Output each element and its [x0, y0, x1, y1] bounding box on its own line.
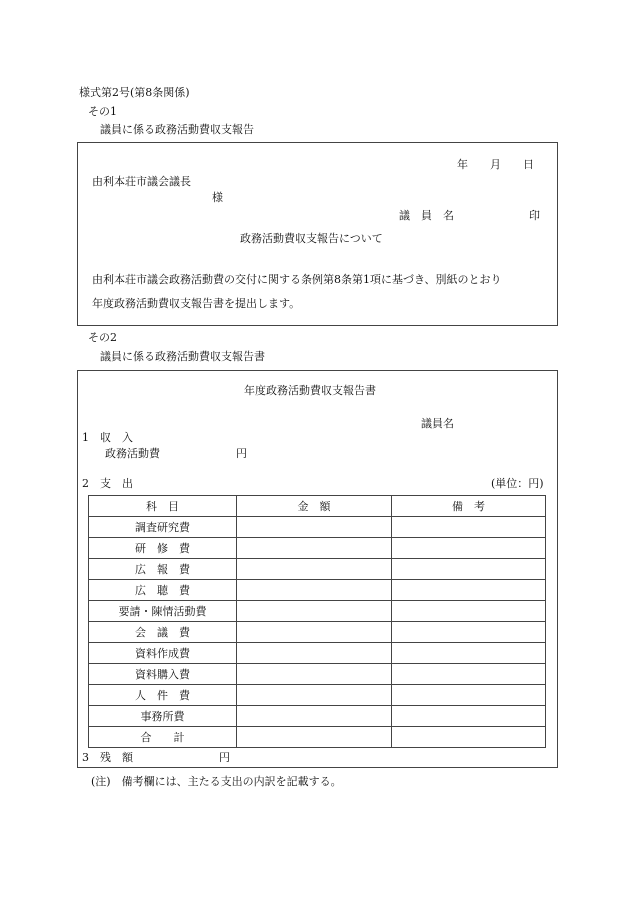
- addressee: 由利本荘市議会議長: [92, 175, 191, 188]
- table-row: [89, 538, 546, 559]
- seal-mark: 印: [529, 209, 540, 222]
- table-total-row: [89, 727, 546, 748]
- remarks-cell: [392, 685, 546, 706]
- category-cell: 資料購入費: [89, 664, 237, 685]
- part2-label: その2: [88, 331, 117, 344]
- remarks-cell: [392, 727, 546, 748]
- remarks-cell: [392, 559, 546, 580]
- date-line: 年 月 日: [457, 158, 534, 171]
- total-label-cell: 合 計: [89, 727, 237, 748]
- member-name-label-2: 議員名: [421, 417, 454, 430]
- table-row: [89, 517, 546, 538]
- amount-cell: [237, 706, 392, 727]
- column-header-amount: 金 額: [237, 496, 392, 517]
- member-name-label: 議 員 名: [399, 209, 454, 222]
- part1-title: 議員に係る政務活動費収支報告: [100, 123, 254, 136]
- remarks-cell: [392, 580, 546, 601]
- body-line-2: 年度政務活動費収支報告書を提出します。: [92, 297, 301, 310]
- remarks-cell: [392, 538, 546, 559]
- amount-cell: [237, 727, 392, 748]
- amount-cell: [237, 601, 392, 622]
- remarks-cell: [392, 643, 546, 664]
- table-row: [89, 685, 546, 706]
- footnote: (注) 備考欄には、主たる支出の内訳を記載する。: [91, 775, 342, 788]
- table-row: [89, 580, 546, 601]
- expense-table: [88, 495, 546, 748]
- amount-cell: [237, 559, 392, 580]
- category-cell: 広 聴 費: [89, 580, 237, 601]
- category-cell: 事務所費: [89, 706, 237, 727]
- remarks-cell: [392, 601, 546, 622]
- amount-cell: [237, 685, 392, 706]
- table-row: [89, 559, 546, 580]
- remarks-cell: [392, 706, 546, 727]
- income-unit: 円: [236, 447, 247, 460]
- part2-title: 議員に係る政務活動費収支報告書: [100, 350, 265, 363]
- category-cell: 要請・陳情活動費: [89, 601, 237, 622]
- body-line-1: 由利本荘市議会政務活動費の交付に関する条例第8条第1項に基づき、別紙のとおり: [92, 273, 502, 286]
- category-cell: 資料作成費: [89, 643, 237, 664]
- form-number: 様式第2号(第8条関係): [79, 86, 190, 99]
- addressee-sama: 様: [212, 191, 223, 204]
- remarks-cell: [392, 664, 546, 685]
- category-cell: 会 議 費: [89, 622, 237, 643]
- category-cell: 人 件 費: [89, 685, 237, 706]
- remarks-cell: [392, 517, 546, 538]
- part1-label: その1: [88, 105, 117, 118]
- balance-unit: 円: [219, 751, 230, 764]
- table-header-row: [89, 496, 546, 517]
- table-row: [89, 643, 546, 664]
- amount-cell: [237, 580, 392, 601]
- balance-heading: 3 残 額: [82, 751, 133, 764]
- table-row: [89, 601, 546, 622]
- amount-cell: [237, 643, 392, 664]
- table-row: [89, 622, 546, 643]
- amount-cell: [237, 622, 392, 643]
- unit-note: (単位：円): [491, 477, 544, 490]
- amount-cell: [237, 538, 392, 559]
- remarks-cell: [392, 622, 546, 643]
- table-row: [89, 664, 546, 685]
- category-cell: 研 修 費: [89, 538, 237, 559]
- income-heading: 1 収 入: [82, 431, 133, 444]
- income-item: 政務活動費: [105, 447, 160, 460]
- amount-cell: [237, 517, 392, 538]
- report-title: 年度政務活動費収支報告書: [244, 384, 376, 397]
- amount-cell: [237, 664, 392, 685]
- expense-heading: 2 支 出: [82, 477, 133, 490]
- column-header-remarks: 備 考: [392, 496, 546, 517]
- category-cell: 広 報 費: [89, 559, 237, 580]
- category-cell: 調査研究費: [89, 517, 237, 538]
- column-header-category: 科 目: [89, 496, 237, 517]
- subject-line: 政務活動費収支報告について: [240, 232, 383, 245]
- table-row: [89, 706, 546, 727]
